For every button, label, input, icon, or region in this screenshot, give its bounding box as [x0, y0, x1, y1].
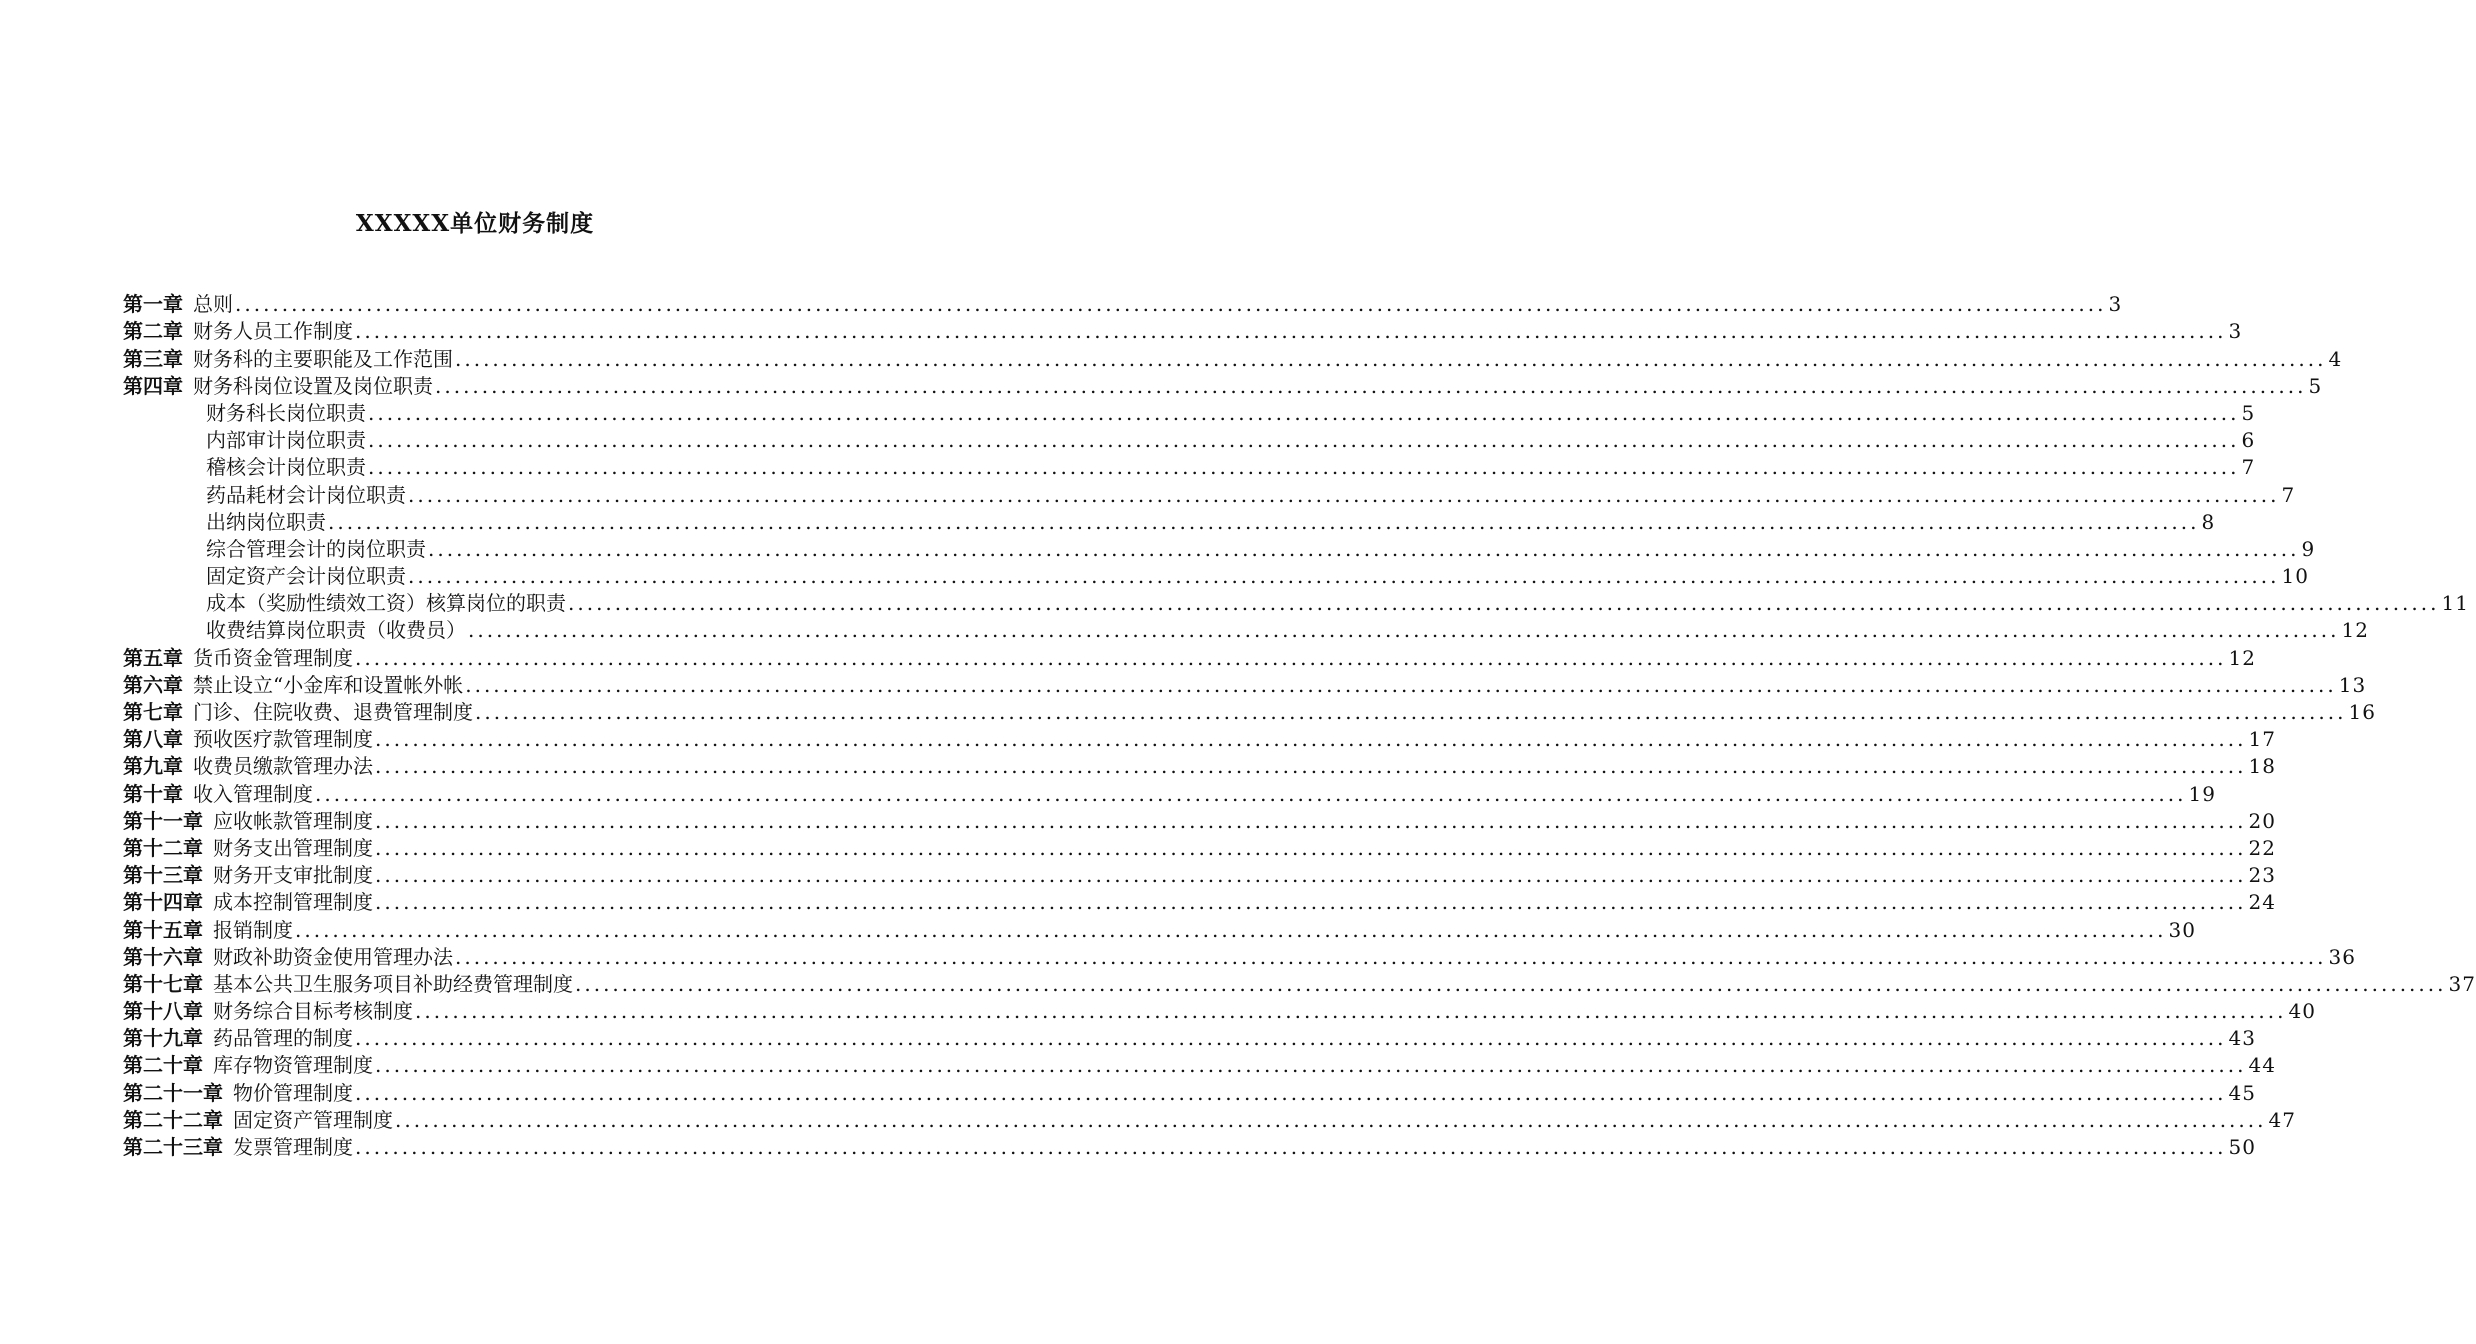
- dot-leader: ........................................................................................................................................................................................................: [455, 944, 2327, 969]
- table-of-contents: [123, 291, 2476, 1161]
- toc-entry[interactable]: [123, 998, 2316, 1025]
- dot-leader: ........................................................................................................................................................................................................: [295, 917, 2167, 942]
- toc-chapter-number: 第六章: [123, 672, 183, 697]
- toc-entry[interactable]: [123, 318, 2243, 345]
- dot-leader: ........................................................................................................................................................................................................: [428, 536, 2300, 561]
- toc-entry[interactable]: [123, 808, 2276, 835]
- toc-entry-title: 稽核会计岗位职责: [206, 455, 366, 480]
- toc-page-number: 4: [2328, 346, 2343, 371]
- dot-leader: ........................................................................................................................................................................................................: [465, 672, 2337, 697]
- toc-chapter-number: 第十五章: [123, 917, 203, 942]
- toc-chapter-number: 第十章: [123, 781, 183, 806]
- toc-entry-title: 禁止设立“小金库和设置帐外帐: [193, 672, 464, 697]
- dot-leader: ........................................................................................................................................................................................................: [355, 645, 2227, 670]
- toc-entry[interactable]: [123, 509, 2216, 536]
- dot-leader: ........................................................................................................................................................................................................: [355, 319, 2227, 344]
- toc-page-number: 9: [2301, 536, 2316, 561]
- toc-entry[interactable]: [123, 944, 2356, 971]
- dot-leader: ........................................................................................................................................................................................................: [375, 1053, 2247, 1078]
- toc-chapter-number: 第十三章: [123, 863, 203, 888]
- toc-entry[interactable]: [123, 1079, 2256, 1106]
- toc-entry-title: 成本控制管理制度: [213, 890, 373, 915]
- toc-page-number: 23: [2248, 863, 2276, 888]
- toc-chapter-number: 第十六章: [123, 944, 203, 969]
- toc-entry-title: 出纳岗位职责: [206, 509, 326, 534]
- toc-chapter-number: 第一章: [123, 292, 183, 317]
- toc-entry[interactable]: [123, 1025, 2256, 1052]
- toc-chapter-number: 第二章: [123, 319, 183, 344]
- toc-page-number: 13: [2338, 672, 2367, 697]
- toc-entry[interactable]: [123, 1107, 2296, 1134]
- toc-entry-title: 发票管理制度: [233, 1135, 353, 1159]
- toc-chapter-number: 第二十一章: [123, 1080, 223, 1105]
- toc-entry-title: 固定资产管理制度: [233, 1107, 393, 1132]
- toc-page-number: 50: [2228, 1135, 2256, 1159]
- toc-entry-title: 基本公共卫生服务项目补助经费管理制度: [213, 971, 573, 996]
- toc-entry-title: 收费结算岗位职责（收费员）: [206, 618, 466, 643]
- toc-entry[interactable]: [123, 481, 2296, 508]
- toc-page-number: 7: [2281, 482, 2296, 507]
- toc-entry-title: 药品耗材会计岗位职责: [206, 482, 406, 507]
- toc-entry[interactable]: [123, 1052, 2276, 1079]
- toc-entry[interactable]: [123, 644, 2256, 671]
- toc-entry[interactable]: [123, 400, 2256, 427]
- toc-page-number: 17: [2248, 727, 2276, 752]
- toc-entry[interactable]: [123, 726, 2276, 753]
- toc-page-number: 11: [2441, 591, 2469, 616]
- toc-entry[interactable]: [123, 1134, 2256, 1161]
- toc-entry-title: 财务科的主要职能及工作范围: [193, 346, 453, 371]
- toc-page-number: 36: [2328, 944, 2356, 969]
- toc-entry-title: 报销制度: [213, 917, 293, 942]
- dot-leader: ........................................................................................................................................................................................................: [408, 564, 2280, 589]
- toc-chapter-number: 第九章: [123, 754, 183, 779]
- toc-page-number: 12: [2341, 618, 2369, 643]
- toc-entry[interactable]: [123, 971, 2476, 998]
- toc-entry[interactable]: [123, 590, 2469, 617]
- dot-leader: ........................................................................................................................................................................................................: [375, 808, 2247, 833]
- toc-page-number: 3: [2108, 292, 2123, 317]
- dot-leader: ........................................................................................................................................................................................................: [355, 1080, 2227, 1105]
- toc-entry[interactable]: [123, 291, 2123, 318]
- toc-entry[interactable]: [123, 835, 2276, 862]
- toc-page-number: 24: [2248, 890, 2276, 915]
- toc-chapter-number: 第十一章: [123, 808, 203, 833]
- toc-entry-title: 应收帐款管理制度: [213, 808, 373, 833]
- toc-entry[interactable]: [123, 427, 2256, 454]
- toc-chapter-number: 第四章: [123, 373, 183, 398]
- dot-leader: ........................................................................................................................................................................................................: [435, 373, 2307, 398]
- toc-entry-title: 物价管理制度: [233, 1080, 353, 1105]
- dot-leader: ........................................................................................................................................................................................................: [568, 591, 2440, 616]
- dot-leader: ........................................................................................................................................................................................................: [375, 754, 2247, 779]
- toc-page-number: 5: [2241, 400, 2256, 425]
- toc-page-number: 43: [2228, 1026, 2256, 1051]
- toc-entry-title: 财政补助资金使用管理办法: [213, 944, 453, 969]
- toc-entry-title: 预收医疗款管理制度: [193, 727, 373, 752]
- dot-leader: ........................................................................................................................................................................................................: [375, 863, 2247, 888]
- dot-leader: ........................................................................................................................................................................................................: [415, 999, 2287, 1024]
- dot-leader: ........................................................................................................................................................................................................: [355, 1026, 2227, 1051]
- toc-entry[interactable]: [123, 672, 2367, 699]
- toc-page-number: 10: [2281, 564, 2309, 589]
- toc-chapter-number: 第十七章: [123, 971, 203, 996]
- toc-entry-title: 财务综合目标考核制度: [213, 999, 413, 1024]
- toc-entry[interactable]: [123, 345, 2343, 372]
- toc-page-number: 7: [2241, 455, 2256, 480]
- toc-page-number: 40: [2288, 999, 2316, 1024]
- toc-entry-title: 财务科岗位设置及岗位职责: [193, 373, 433, 398]
- toc-entry[interactable]: [123, 753, 2276, 780]
- dot-leader: ........................................................................................................................................................................................................: [368, 400, 2240, 425]
- toc-entry-title: 库存物资管理制度: [213, 1053, 373, 1078]
- toc-chapter-number: 第三章: [123, 346, 183, 371]
- toc-page-number: 44: [2248, 1053, 2276, 1078]
- toc-entry-title: 收费员缴款管理办法: [193, 754, 373, 779]
- document-title: XXXXX单位财务制度: [355, 210, 595, 237]
- dot-leader: ........................................................................................................................................................................................................: [375, 890, 2247, 915]
- toc-entry-title: 综合管理会计的岗位职责: [206, 536, 426, 561]
- toc-entry-title: 成本（奖励性绩效工资）核算岗位的职责: [206, 591, 566, 616]
- toc-entry[interactable]: [123, 862, 2276, 889]
- toc-entry[interactable]: [123, 536, 2316, 563]
- toc-entry[interactable]: [123, 373, 2323, 400]
- toc-page-number: 37: [2448, 971, 2476, 996]
- dot-leader: ........................................................................................................................................................................................................: [368, 428, 2240, 453]
- toc-page-number: 47: [2268, 1107, 2296, 1132]
- toc-chapter-number: 第十八章: [123, 999, 203, 1024]
- toc-entry[interactable]: [123, 780, 2216, 807]
- toc-page-number: 22: [2248, 835, 2276, 860]
- toc-entry-title: 药品管理的制度: [213, 1026, 353, 1051]
- toc-chapter-number: 第二十章: [123, 1053, 203, 1078]
- dot-leader: ........................................................................................................................................................................................................: [468, 618, 2340, 643]
- toc-entry[interactable]: [123, 889, 2276, 916]
- toc-chapter-number: 第八章: [123, 727, 183, 752]
- toc-entry-title: 总则: [193, 292, 233, 317]
- toc-page-number: 5: [2308, 373, 2323, 398]
- toc-entry[interactable]: [123, 699, 2376, 726]
- dot-leader: ........................................................................................................................................................................................................: [315, 781, 2187, 806]
- toc-page-number: 20: [2248, 808, 2276, 833]
- toc-page-number: 12: [2228, 645, 2256, 670]
- toc-entry-title: 门诊、住院收费、退费管理制度: [193, 700, 473, 724]
- toc-chapter-number: 第七章: [123, 700, 183, 724]
- toc-page-number: 18: [2248, 754, 2276, 779]
- dot-leader: ........................................................................................................................................................................................................: [368, 455, 2240, 480]
- dot-leader: ........................................................................................................................................................................................................: [455, 346, 2327, 371]
- toc-chapter-number: 第十四章: [123, 890, 203, 915]
- toc-chapter-number: 第二十三章: [123, 1135, 223, 1159]
- toc-entry[interactable]: [123, 454, 2256, 481]
- dot-leader: ........................................................................................................................................................................................................: [355, 1135, 2227, 1159]
- toc-page-number: 3: [2228, 319, 2243, 344]
- dot-leader: ........................................................................................................................................................................................................: [475, 700, 2347, 724]
- toc-entry-title: 收入管理制度: [193, 781, 313, 806]
- dot-leader: ........................................................................................................................................................................................................: [328, 509, 2200, 534]
- toc-page-number: 19: [2188, 781, 2216, 806]
- toc-chapter-number: 第十九章: [123, 1026, 203, 1051]
- dot-leader: ........................................................................................................................................................................................................: [575, 971, 2447, 996]
- toc-entry-title: 固定资产会计岗位职责: [206, 564, 406, 589]
- toc-entry-title: 财务科长岗位职责: [206, 400, 366, 425]
- dot-leader: ........................................................................................................................................................................................................: [375, 727, 2247, 752]
- toc-entry[interactable]: [123, 617, 2369, 644]
- toc-entry-title: 财务支出管理制度: [213, 835, 373, 860]
- toc-entry-title: 财务开支审批制度: [213, 863, 373, 888]
- toc-entry-title: 内部审计岗位职责: [206, 428, 366, 453]
- toc-page-number: 16: [2348, 700, 2376, 724]
- dot-leader: ........................................................................................................................................................................................................: [375, 835, 2247, 860]
- toc-entry[interactable]: [123, 916, 2196, 943]
- toc-chapter-number: 第二十二章: [123, 1107, 223, 1132]
- toc-page-number: 30: [2168, 917, 2196, 942]
- toc-entry[interactable]: [123, 563, 2309, 590]
- toc-page-number: 8: [2201, 509, 2216, 534]
- dot-leader: ........................................................................................................................................................................................................: [408, 482, 2280, 507]
- dot-leader: ........................................................................................................................................................................................................: [235, 292, 2107, 317]
- toc-entry-title: 货币资金管理制度: [193, 645, 353, 670]
- toc-chapter-number: 第五章: [123, 645, 183, 670]
- dot-leader: ........................................................................................................................................................................................................: [395, 1107, 2267, 1132]
- toc-page-number: 6: [2241, 428, 2256, 453]
- toc-page-number: 45: [2228, 1080, 2256, 1105]
- toc-chapter-number: 第十二章: [123, 835, 203, 860]
- toc-entry-title: 财务人员工作制度: [193, 319, 353, 344]
